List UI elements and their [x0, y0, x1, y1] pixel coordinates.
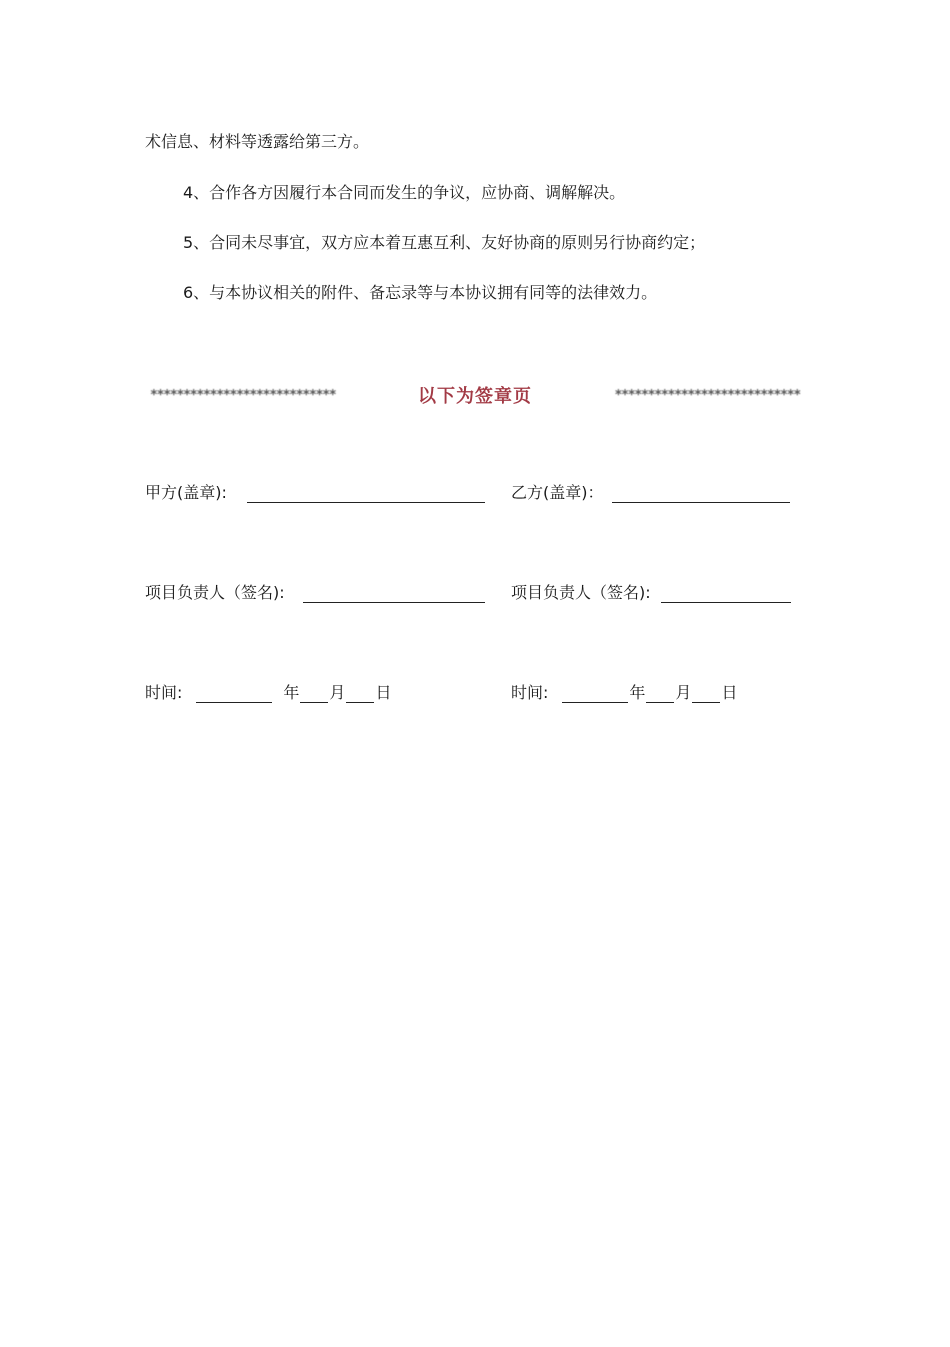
continuation-text: 术信息、材料等透露给第三方。: [145, 132, 370, 151]
clause-4: 4、合作各方因履行本合同而发生的争议，应协商、调解解决。: [183, 183, 626, 202]
lead-a-signature-blank[interactable]: [303, 586, 485, 603]
date-a-day-blank[interactable]: [346, 686, 374, 703]
signature-page-divider: [150, 380, 800, 410]
lead-a-signature-field: [145, 583, 485, 603]
date-b-label: 时间:: [511, 683, 549, 702]
date-b-month-blank[interactable]: [646, 686, 674, 703]
divider-label: 以下为签章页: [418, 386, 532, 407]
date-a-month-blank[interactable]: [300, 686, 328, 703]
party-b-seal-label: 乙方(盖章)：: [511, 483, 604, 502]
party-a-seal-field: [145, 483, 485, 503]
divider-right-stars: ****************************: [614, 387, 800, 403]
date-b-month-unit: 月: [675, 683, 692, 702]
date-a-year-unit: 年: [283, 683, 300, 702]
clause-5: 5、合同未尽事宜，双方应本着互惠互利、友好协商的原则另行协商约定；: [183, 233, 706, 252]
lead-a-signature-label: 项目负责人（签名):: [145, 583, 285, 602]
date-b-day-blank[interactable]: [692, 686, 720, 703]
date-b-year-unit: 年: [629, 683, 646, 702]
date-a-month-unit: 月: [329, 683, 346, 702]
date-b-day-unit: 日: [721, 683, 738, 702]
date-a-label: 时间:: [145, 683, 183, 702]
party-b-seal-field: [511, 483, 790, 503]
lead-b-signature-field: [511, 583, 791, 603]
divider-left-stars: ****************************: [150, 387, 336, 403]
date-b-field: [511, 683, 738, 703]
party-a-seal-label: 甲方(盖章):: [145, 483, 227, 502]
date-b-year-blank[interactable]: [562, 686, 628, 703]
lead-b-signature-label: 项目负责人（签名):: [511, 583, 651, 602]
clause-6: 6、与本协议相关的附件、备忘录等与本协议拥有同等的法律效力。: [183, 283, 658, 302]
party-b-seal-blank[interactable]: [612, 486, 790, 503]
date-a-year-blank[interactable]: [196, 686, 272, 703]
date-a-day-unit: 日: [375, 683, 392, 702]
date-a-field: [145, 683, 392, 703]
lead-b-signature-blank[interactable]: [661, 586, 791, 603]
party-a-seal-blank[interactable]: [247, 486, 485, 503]
